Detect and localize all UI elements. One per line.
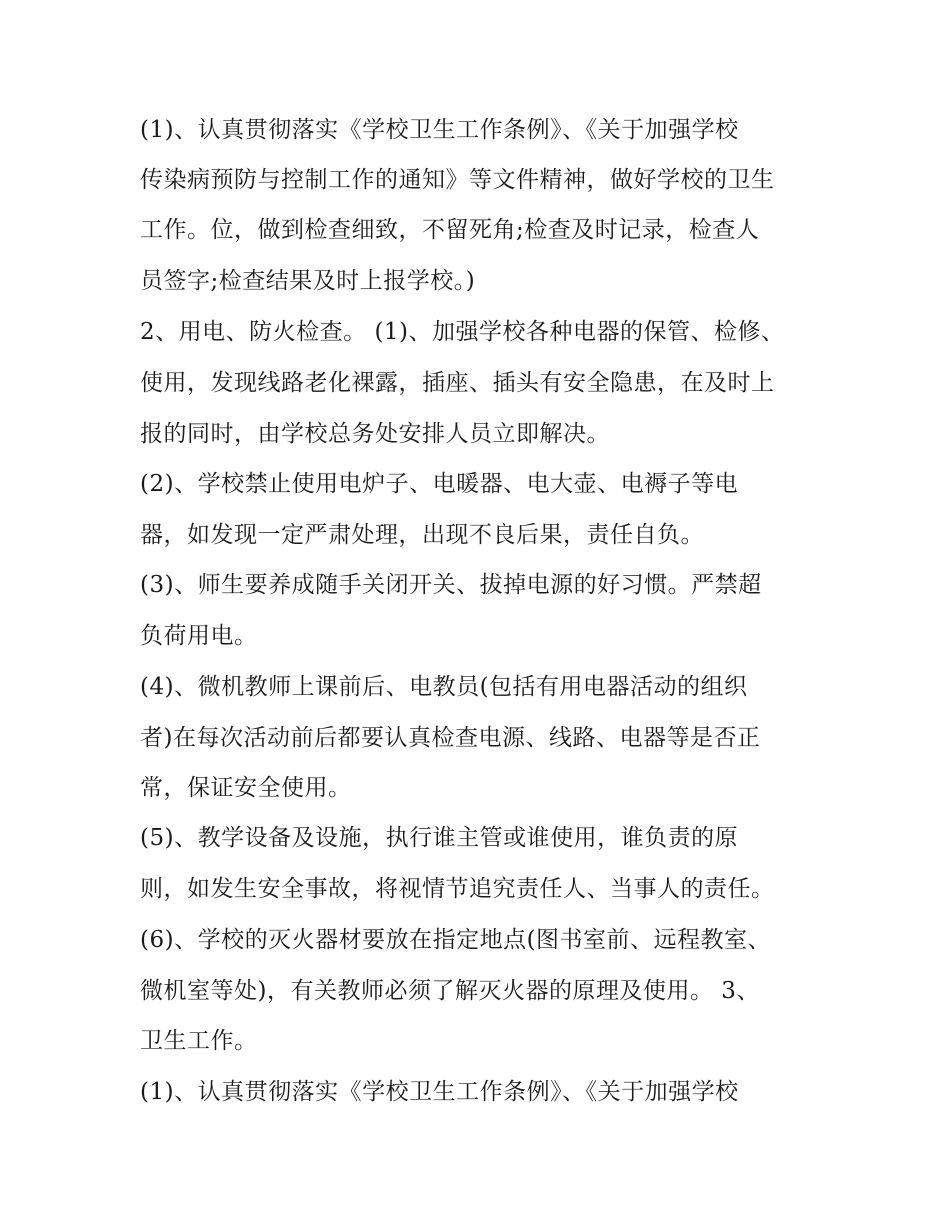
text-line: (1)、认真贯彻落实《学校卫生工作条例》、《关于加强学校 [140, 1079, 739, 1105]
text-line: (1)、认真贯彻落实《学校卫生工作条例》、《关于加强学校 [140, 117, 739, 143]
text-line: 报的同时，由学校总务处安排人员立即解决。 [140, 421, 610, 447]
text-line: 2、用电、防火检查。 (1)、加强学校各种电器的保管、检修、 [140, 319, 785, 345]
text-line: 者)在每次活动前后都要认真检查电源、线路、电器等是否正 [140, 725, 761, 751]
text-line: 常，保证安全使用。 [140, 775, 352, 801]
text-line: 负荷用电。 [140, 623, 258, 649]
text-line: (3)、师生要养成随手关闭开关、拔掉电源的好习惯。严禁超 [140, 572, 762, 598]
text-line: 器，如发现一定严肃处理，出现不良后果，责任自负。 [140, 522, 704, 548]
text-line: 则，如发生安全事故，将视情节追究责任人、当事人的责任。 [140, 876, 775, 902]
text-line: 传染病预防与控制工作的通知》等文件精神，做好学校的卫生 [140, 167, 775, 193]
text-line: 卫生工作。 [140, 1028, 258, 1054]
text-line: (4)、微机教师上课前后、电教员(包括有用电器活动的组织 [140, 674, 748, 700]
text-line: 工作。位，做到检查细致，不留死角;检查及时记录，检查人 [140, 217, 760, 243]
text-line: 员签字;检查结果及时上报学校。) [140, 268, 476, 294]
text-line: (6)、学校的灭火器材要放在指定地点(图书室前、远程教室、 [140, 927, 772, 953]
text-line: 使用，发现线路老化裸露，插座、插头有安全隐患，在及时上 [140, 370, 775, 396]
text-line: (2)、学校禁止使用电炉子、电暖器、电大壶、电褥子等电 [140, 471, 739, 497]
text-line: (5)、教学设备及设施，执行谁主管或谁使用，谁负责的原 [140, 825, 739, 851]
text-line: 微机室等处)，有关教师必须了解灭火器的原理及使用。 3、 [140, 978, 760, 1004]
